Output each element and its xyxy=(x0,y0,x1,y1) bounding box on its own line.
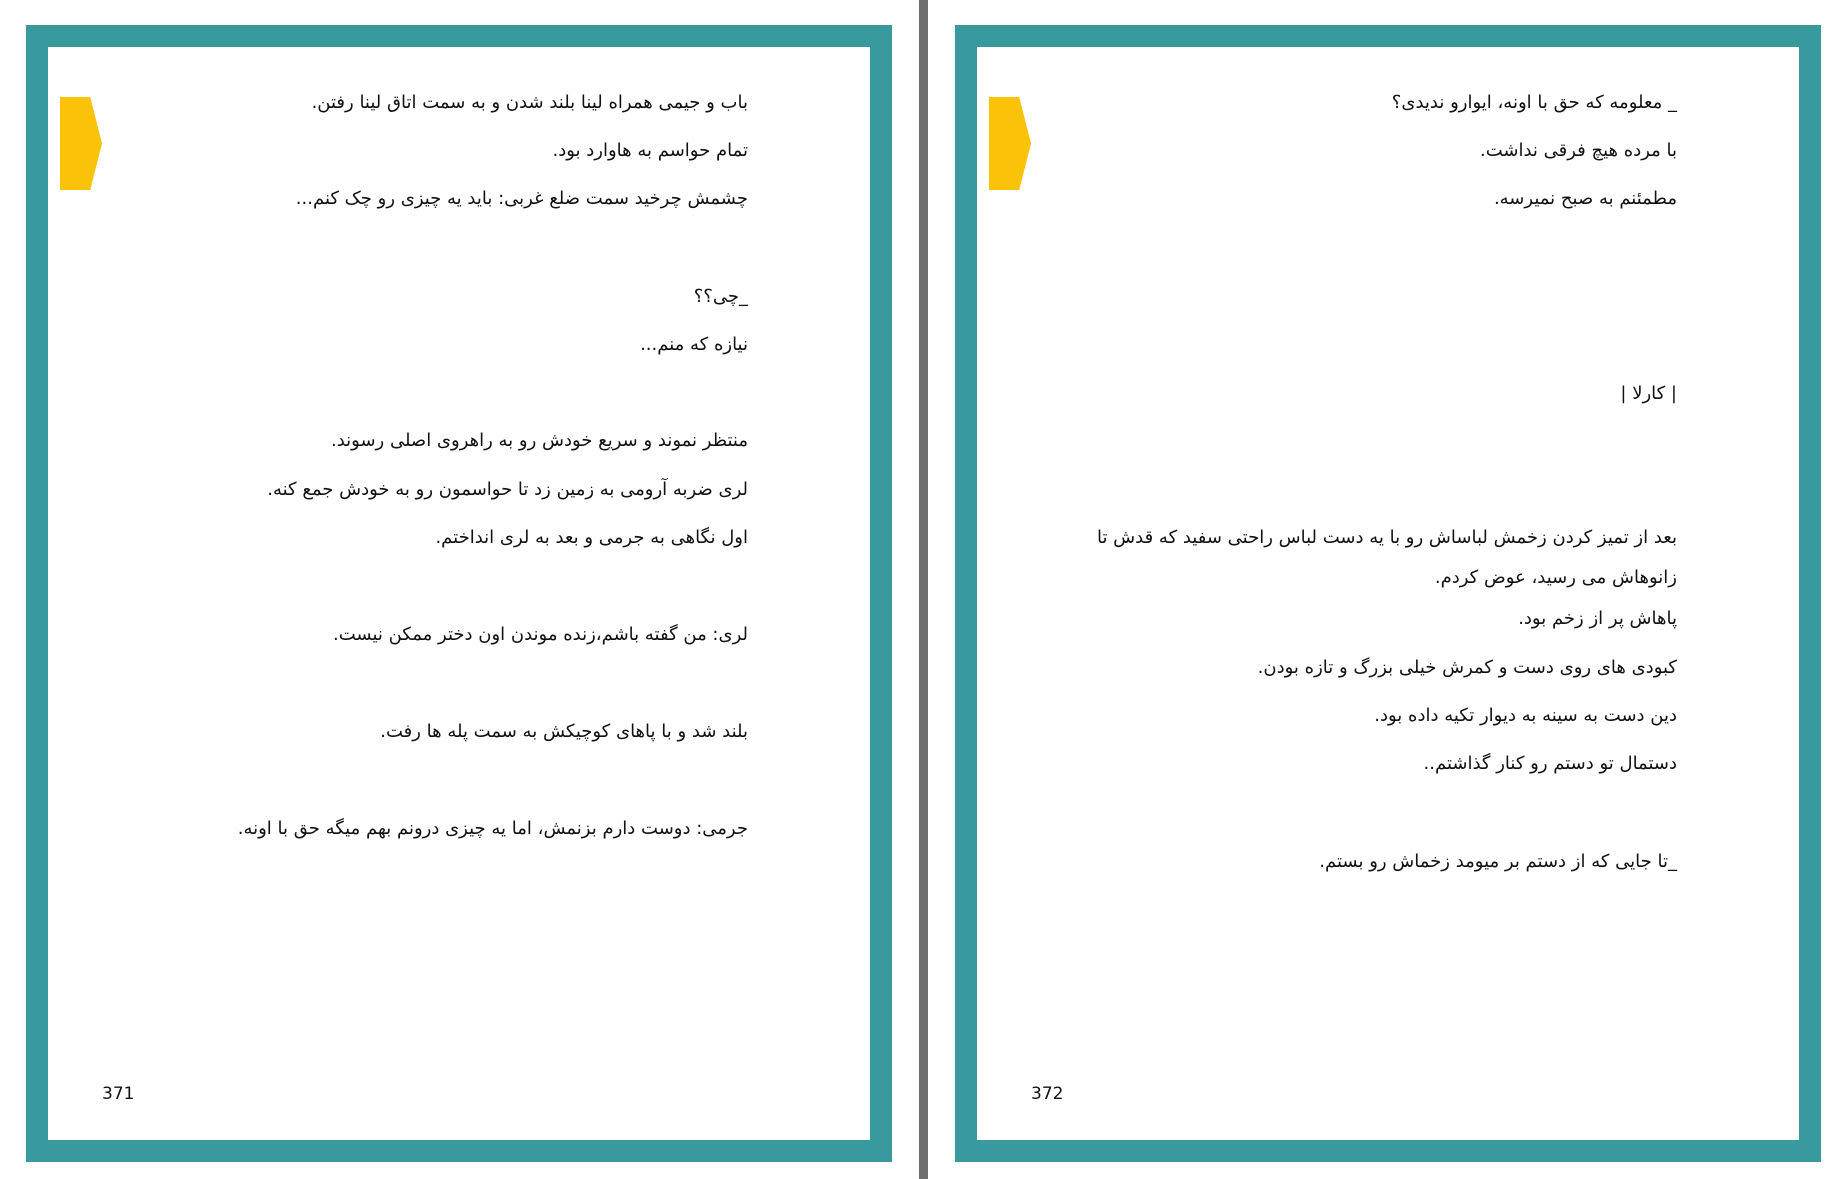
text-line: منتظر نموند و سریع خودش رو به راهروی اصلی رسوند. xyxy=(330,430,748,451)
text-line: لری: من گفته باشم،زنده موندن اون دختر ممکن نیست. xyxy=(332,624,748,645)
text-line: _چی؟؟ xyxy=(693,286,748,307)
text-line: کبودی های روی دست و کمرش خیلی بزرگ و تازه بودن. xyxy=(1257,657,1677,678)
page-number: 372 xyxy=(1031,1084,1064,1104)
text-line: دستمال تو دستم رو کنار گذاشتم.. xyxy=(1423,753,1677,774)
text-line: تمام حواسم به هاوارد بود. xyxy=(552,140,748,161)
text-line: لری ضربه آرومی به زمین زد تا حواسمون رو به خودش جمع کنه. xyxy=(267,479,748,500)
bookmark-tab-icon xyxy=(989,97,1031,190)
page-number: 371 xyxy=(102,1084,135,1104)
bookmark-tab-icon xyxy=(60,97,102,190)
text-line: مطمئنم به صبح نمیرسه. xyxy=(1493,188,1677,209)
text-line: نیازه که منم... xyxy=(640,334,748,355)
page-content-area xyxy=(977,47,1799,1140)
text-line: بلند شد و با پاهای کوچیکش به سمت پله ها رفت. xyxy=(380,721,748,742)
text-line: باب و جیمی همراه لینا بلند شدن و به سمت اتاق لینا رفتن. xyxy=(311,92,748,113)
chapter-heading: | کارلا | xyxy=(1620,383,1677,404)
text-line: جرمی: دوست دارم بزنمش، اما یه چیزی درونم بهم میگه حق با اونه. xyxy=(237,818,748,839)
page-372 xyxy=(955,25,1821,1162)
text-line: _تا جایی که از دستم بر میومد زخماش رو بستم. xyxy=(1319,851,1677,872)
text-line: _ معلومه که حق با اونه، ایوارو ندیدی؟ xyxy=(1391,92,1677,113)
text-line: اول نگاهی به جرمی و بعد به لری انداختم. xyxy=(435,527,748,548)
text-line: با مرده هیچ فرقی نداشت. xyxy=(1479,140,1677,161)
text-line: پاهاش پر از زخم بود. xyxy=(1518,608,1677,629)
page-content-area xyxy=(48,47,870,1140)
text-line: دین دست به سینه به دیوار تکیه داده بود. xyxy=(1374,705,1677,726)
text-paragraph: بعد از تمیز کردن زخمش لباساش رو با یه دست لباس راحتی سفید که قدش تا زانوهاش می رسید، عوض کردم. xyxy=(1096,527,1677,588)
text-line: چشمش چرخید سمت ضلع غربی: باید یه چیزی رو چک کنم... xyxy=(295,188,748,209)
page-371 xyxy=(26,25,892,1162)
page-gutter xyxy=(919,0,928,1179)
